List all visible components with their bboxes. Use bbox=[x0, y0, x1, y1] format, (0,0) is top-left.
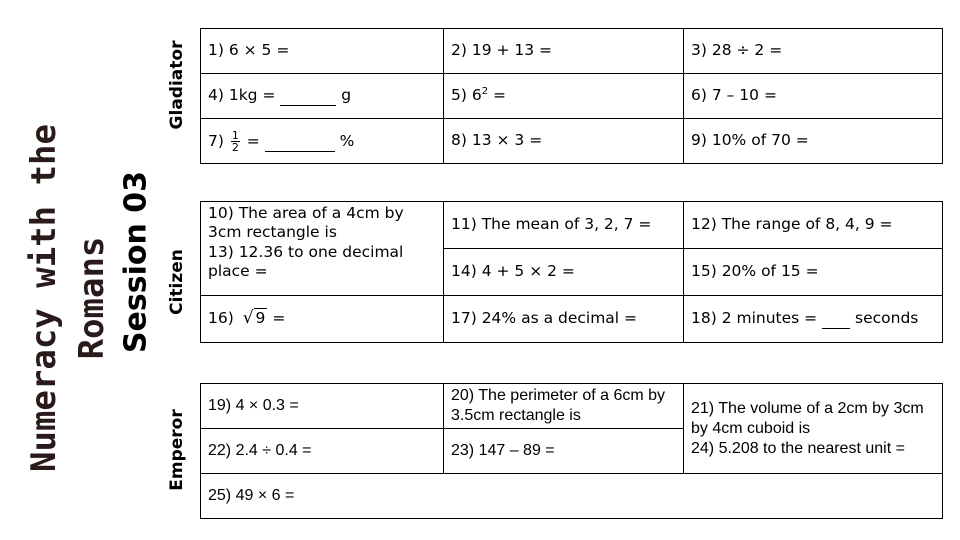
question-15: 15) 20% of 15 = bbox=[684, 249, 943, 296]
section-label-emperor: Emperor bbox=[167, 409, 187, 491]
section-label-citizen: Citizen bbox=[167, 249, 187, 315]
question-16-suffix: = bbox=[267, 309, 286, 328]
question-21: 21) The volume of a 2cm by 3cm by 4cm cuboid is bbox=[691, 399, 924, 437]
question-14: 14) 4 + 5 × 2 = bbox=[444, 249, 684, 296]
question-17: 17) 24% as a decimal = bbox=[444, 296, 684, 343]
table-row bbox=[201, 119, 943, 164]
question-5 bbox=[444, 74, 684, 119]
question-9: 9) 10% of 70 = bbox=[684, 119, 943, 164]
question-5-exponent: 2 bbox=[481, 86, 489, 98]
question-25: 25) 49 × 6 = bbox=[201, 474, 943, 519]
title-line-1: Numeracy with the bbox=[24, 124, 64, 472]
question-4 bbox=[201, 74, 444, 119]
question-20: 20) The perimeter of a 6cm by 3.5cm rectangle is bbox=[444, 384, 684, 429]
answer-blank bbox=[265, 132, 335, 152]
answer-blank bbox=[822, 309, 850, 329]
table-row bbox=[201, 296, 943, 343]
answer-blank bbox=[280, 86, 336, 106]
question-18-prefix: 18) 2 minutes = bbox=[691, 308, 823, 327]
question-3: 3) 28 ÷ 2 = bbox=[684, 29, 943, 74]
table-row bbox=[201, 29, 943, 74]
question-10: 10) The area of a 4cm by 3cm rectangle is bbox=[208, 204, 404, 242]
question-7 bbox=[201, 119, 444, 164]
session-title: Session 03 bbox=[118, 170, 154, 354]
question-23: 23) 147 – 89 = bbox=[444, 429, 684, 474]
citizen-question-grid bbox=[200, 201, 943, 343]
table-row bbox=[201, 384, 943, 429]
question-16-prefix: 16) bbox=[208, 309, 239, 328]
question-7-prefix: 7) bbox=[208, 131, 229, 150]
question-13: 13) 12.36 to one decimal place = bbox=[208, 242, 404, 281]
gladiator-question-grid bbox=[200, 28, 943, 164]
title-line-2: Romans bbox=[72, 236, 112, 360]
fraction-numerator: 1 bbox=[231, 128, 239, 142]
question-18 bbox=[684, 296, 943, 343]
questions-21-and-24 bbox=[684, 384, 943, 474]
fraction-denominator: 2 bbox=[231, 140, 239, 154]
section-label-gladiator: Gladiator bbox=[167, 40, 187, 130]
question-5-suffix: = bbox=[488, 86, 506, 105]
question-16 bbox=[201, 296, 444, 343]
question-1: 1) 6 × 5 = bbox=[201, 29, 444, 74]
question-12: 12) The range of 8, 4, 9 = bbox=[684, 202, 943, 249]
table-row bbox=[201, 74, 943, 119]
radical-sign-icon: √ bbox=[242, 308, 254, 329]
question-5-prefix: 5) 6 bbox=[451, 86, 482, 105]
table-row bbox=[201, 474, 943, 519]
question-22: 22) 2.4 ÷ 0.4 = bbox=[201, 429, 444, 474]
question-7-equals: = bbox=[241, 131, 265, 150]
question-6: 6) 7 – 10 = bbox=[684, 74, 943, 119]
questions-10-and-13 bbox=[201, 202, 444, 296]
question-2: 2) 19 + 13 = bbox=[444, 29, 684, 74]
question-4-suffix: g bbox=[336, 85, 352, 104]
question-4-prefix: 4) 1kg = bbox=[208, 85, 281, 104]
square-root bbox=[243, 308, 268, 329]
question-8: 8) 13 × 3 = bbox=[444, 119, 684, 164]
radicand: 9 bbox=[255, 309, 266, 328]
question-19: 19) 4 × 0.3 = bbox=[201, 384, 444, 429]
table-row bbox=[201, 202, 943, 249]
fraction-one-half bbox=[231, 130, 240, 153]
emperor-question-grid bbox=[200, 383, 943, 519]
question-18-suffix: seconds bbox=[850, 308, 919, 327]
question-24: 24) 5.208 to the nearest unit = bbox=[691, 439, 905, 457]
question-11: 11) The mean of 3, 2, 7 = bbox=[444, 202, 684, 249]
question-7-suffix: % bbox=[334, 131, 355, 150]
